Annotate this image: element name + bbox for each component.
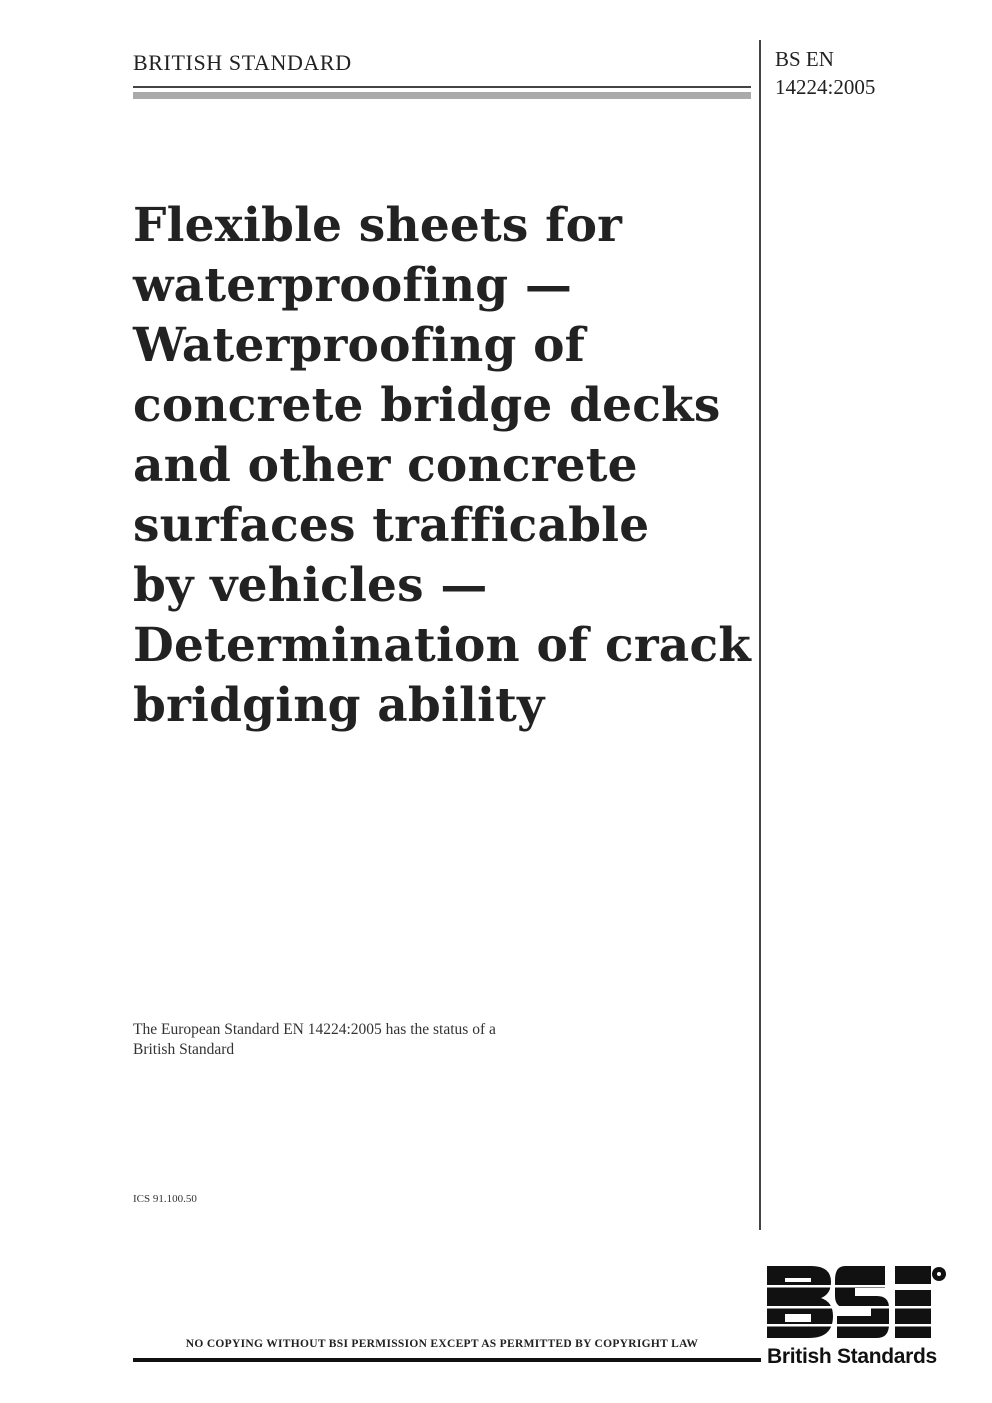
column-divider (759, 40, 761, 1230)
title-line: Determination of crack (133, 618, 752, 673)
title-line: and other concrete (133, 438, 638, 493)
status-note (133, 1020, 653, 1060)
title-line: waterproofing — (133, 258, 573, 313)
document-title (133, 196, 753, 736)
bsi-logo-mark (765, 1262, 947, 1342)
standard-type-label: BRITISH STANDARD (133, 50, 352, 75)
title-line: concrete bridge decks (133, 378, 721, 433)
document-number-code: 14224:2005 (775, 75, 876, 99)
bsi-logo-caption: British Standards (767, 1345, 937, 1368)
copyright-notice: NO COPYING WITHOUT BSI PERMISSION EXCEPT AS PERMITTED BY COPYRIGHT LAW (185, 1338, 699, 1350)
title-line: bridging ability (133, 678, 545, 733)
document-number-prefix: BS EN (775, 47, 834, 71)
header-divider-thick (133, 92, 751, 99)
copyright-rule (133, 1358, 761, 1362)
title-line: by vehicles — (133, 558, 488, 613)
title-line: surfaces trafficable (133, 498, 650, 553)
title-line: Waterproofing of (133, 318, 586, 373)
status-note-line: The European Standard EN 14224:2005 has the status of a (133, 1021, 496, 1038)
header-divider-thin (133, 86, 751, 88)
title-line: Flexible sheets for (133, 198, 623, 253)
status-note-line: British Standard (133, 1041, 235, 1058)
document-number (775, 45, 875, 101)
ics-code: ICS 91.100.50 (133, 1193, 197, 1205)
